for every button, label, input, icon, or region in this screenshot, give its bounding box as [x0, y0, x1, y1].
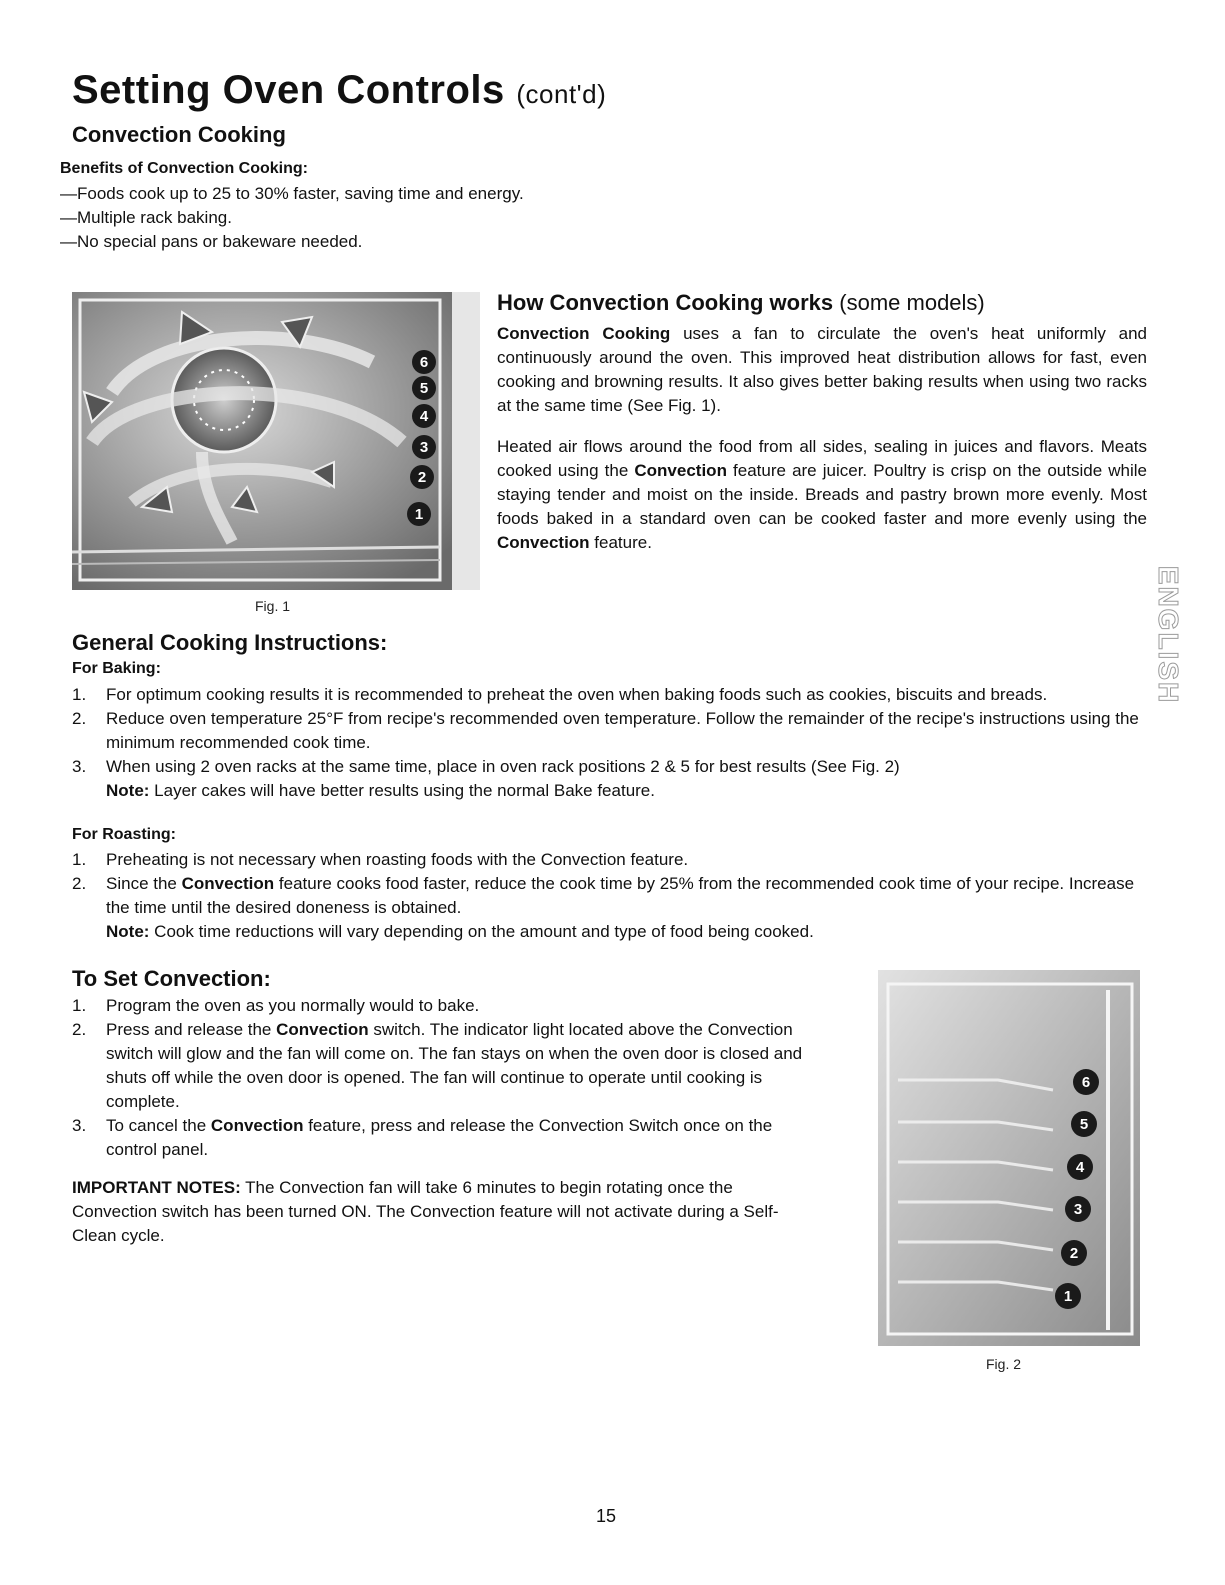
set-convection-heading: To Set Convection:: [72, 966, 271, 991]
page-title: [72, 68, 606, 113]
step-number: 3.: [72, 1116, 87, 1135]
rack-badge-1: [1055, 1283, 1081, 1309]
rack-badge-label: 5: [419, 380, 429, 397]
benefits-list: [60, 182, 524, 254]
benefit-item: —Foods cook up to 25 to 30% faster, saving time and energy.: [60, 184, 524, 203]
roasting-step: [72, 872, 1147, 944]
set-convection-steps: [72, 994, 817, 1162]
rack-badge-6: [1073, 1069, 1099, 1095]
section-convection-cooking: [72, 122, 286, 148]
general-heading: General Cooking Instructions:: [72, 630, 388, 655]
baking-heading: For Baking:: [72, 660, 161, 677]
step-text-a: Press and release the: [106, 1020, 277, 1039]
convection-heading: Convection Cooking: [72, 122, 286, 147]
baking-step: [72, 707, 1147, 755]
step-number: 1.: [72, 685, 87, 704]
note-label: Note:: [106, 781, 150, 800]
step-number: 2.: [72, 1020, 87, 1039]
rack-badge-1: [407, 502, 431, 526]
step-text-c: switch. The indicator light located above the Convection switch will glow and the fan will come on. The fan stays on when the oven door is closed and shuts off while the oven door is opened. The fan will continue to operate until cooking is complete.: [106, 1020, 803, 1111]
set-step: [72, 1114, 817, 1162]
step-bold: Convection: [181, 874, 275, 893]
step-text: Reduce oven temperature 25°F from recipe's recommended oven temperature. Follow the remainder of the recipe's instructions using the minimum recommended cook time.: [106, 709, 1139, 752]
rack-badge-label: 6: [1081, 1074, 1091, 1091]
fig2-rack-positions-image: [878, 970, 1140, 1346]
step-number: 3.: [72, 757, 87, 776]
step-text: Preheating is not necessary when roasting foods with the Convection feature.: [106, 850, 689, 869]
p2-text-c: feature are juicer. Poultry is crisp on the outside while staying tender and moist on the inside. Breads and pastry brown more evenly. Most foods baked in a standard oven can be cooked faster and more evenly using the: [497, 461, 1147, 528]
rack-badge-label: 2: [1069, 1245, 1079, 1262]
language-side-tab: [1148, 565, 1188, 705]
fig1-caption: Fig. 1: [255, 598, 291, 614]
rack-badge-2: [1061, 1240, 1087, 1266]
note-text: Cook time reductions will vary depending on the amount and type of food being cooked.: [149, 922, 814, 941]
p2-bold-d: Convection: [497, 533, 590, 552]
section-general-cooking: [72, 630, 387, 656]
step-text: When using 2 oven racks at the same time, place in oven rack positions 2 & 5 for best results (See Fig. 2): [106, 757, 900, 776]
rack-badge-label: 2: [417, 469, 427, 486]
page-number: 15: [596, 1506, 617, 1526]
step-text: Program the oven as you normally would to bake.: [106, 996, 480, 1015]
roasting-steps: [72, 848, 1147, 944]
step-bold: Convection: [276, 1020, 369, 1039]
step-number: 1.: [72, 850, 87, 869]
how-works-heading-suffix: (some models): [839, 290, 985, 315]
rack-badge-5: [1071, 1111, 1097, 1137]
roasting-heading: For Roasting:: [72, 826, 176, 843]
rack-badge-label: 3: [419, 439, 429, 456]
rack-badge-2: [410, 465, 434, 489]
rack-badge-label: 3: [1073, 1201, 1083, 1218]
p1-lead: Convection Cooking: [497, 324, 671, 343]
benefit-item: —Multiple rack baking.: [60, 208, 232, 227]
rack-badge-3: [412, 435, 436, 459]
rack-badge-6: [412, 350, 436, 374]
step-number: 2.: [72, 874, 87, 893]
section-set-convection: [72, 966, 271, 992]
benefit-item: —No special pans or bakeware needed.: [60, 232, 363, 251]
fig2-caption: Fig. 2: [986, 1356, 1022, 1372]
rack-badge-4: [1067, 1154, 1093, 1180]
title-suffix: (cont'd): [516, 79, 607, 109]
step-text-a: Since the: [106, 874, 182, 893]
step-text-a: To cancel the: [106, 1116, 211, 1135]
step-bold: Convection: [210, 1116, 304, 1135]
how-works-paragraph-1: [497, 322, 1147, 418]
baking-step: [72, 755, 1147, 803]
how-works-paragraph-2: [497, 435, 1147, 555]
step-number: 1.: [72, 996, 87, 1015]
oven-interior-illustration: [72, 292, 480, 590]
oven-racks-illustration: [878, 970, 1140, 1346]
section-how-convection-works: [497, 290, 1147, 555]
fig1-oven-airflow-image: [72, 292, 480, 590]
important-notes-label: IMPORTANT NOTES:: [72, 1178, 241, 1197]
roasting-step: [72, 848, 1147, 872]
p2-text-e: feature.: [589, 533, 652, 552]
rack-badge-label: 4: [419, 408, 429, 425]
title-text: Setting Oven Controls: [72, 68, 505, 112]
note-label: Note:: [106, 922, 150, 941]
step-number: 2.: [72, 709, 87, 728]
side-tab-text: ENGLISH: [1153, 565, 1184, 705]
rack-badge-label: 4: [1075, 1159, 1085, 1176]
how-works-heading: How Convection Cooking works: [497, 290, 834, 315]
p2-text-a: Heated air flows around the food from all sides, sealing in juices and flavors. Meats cooked using the: [497, 437, 1147, 480]
baking-step: [72, 683, 1147, 707]
important-notes-text: The Convection fan will take 6 minutes to begin rotating once the Convection switch has been turned ON. The Convection feature will not activate during a Self-Clean cycle.: [72, 1178, 779, 1245]
set-step: [72, 1018, 817, 1114]
step-text-c: feature, press and release the Convection Switch once on the control panel.: [106, 1116, 773, 1159]
set-step: [72, 994, 817, 1018]
benefits-heading: Benefits of Convection Cooking:: [60, 160, 308, 177]
p1-text: uses a fan to circulate the oven's heat uniformly and continuously around the oven. This improved heat distribution allows for fast, even cooking and browning results. It also gives better baking results when using two racks at the same time (See Fig. 1).: [497, 324, 1147, 415]
rack-badge-5: [412, 376, 436, 400]
step-text-c: feature cooks food faster, reduce the cook time by 25% from the recommended cook time of your recipe. Increase the time until the desired doneness is obtained.: [106, 874, 1135, 917]
note-text: Layer cakes will have better results using the normal Bake feature.: [149, 781, 655, 800]
rack-badge-3: [1065, 1196, 1091, 1222]
step-text: For optimum cooking results it is recommended to preheat the oven when baking foods such as cookies, biscuits and breads.: [106, 685, 1048, 704]
baking-steps: [72, 683, 1147, 803]
important-notes: [72, 1176, 807, 1248]
p2-bold-b: Convection: [634, 461, 727, 480]
rack-badge-label: 5: [1079, 1116, 1089, 1133]
rack-badge-label: 1: [1063, 1288, 1073, 1305]
rack-badge-label: 1: [414, 506, 424, 523]
rack-badge-4: [412, 404, 436, 428]
rack-badge-label: 6: [419, 354, 429, 371]
